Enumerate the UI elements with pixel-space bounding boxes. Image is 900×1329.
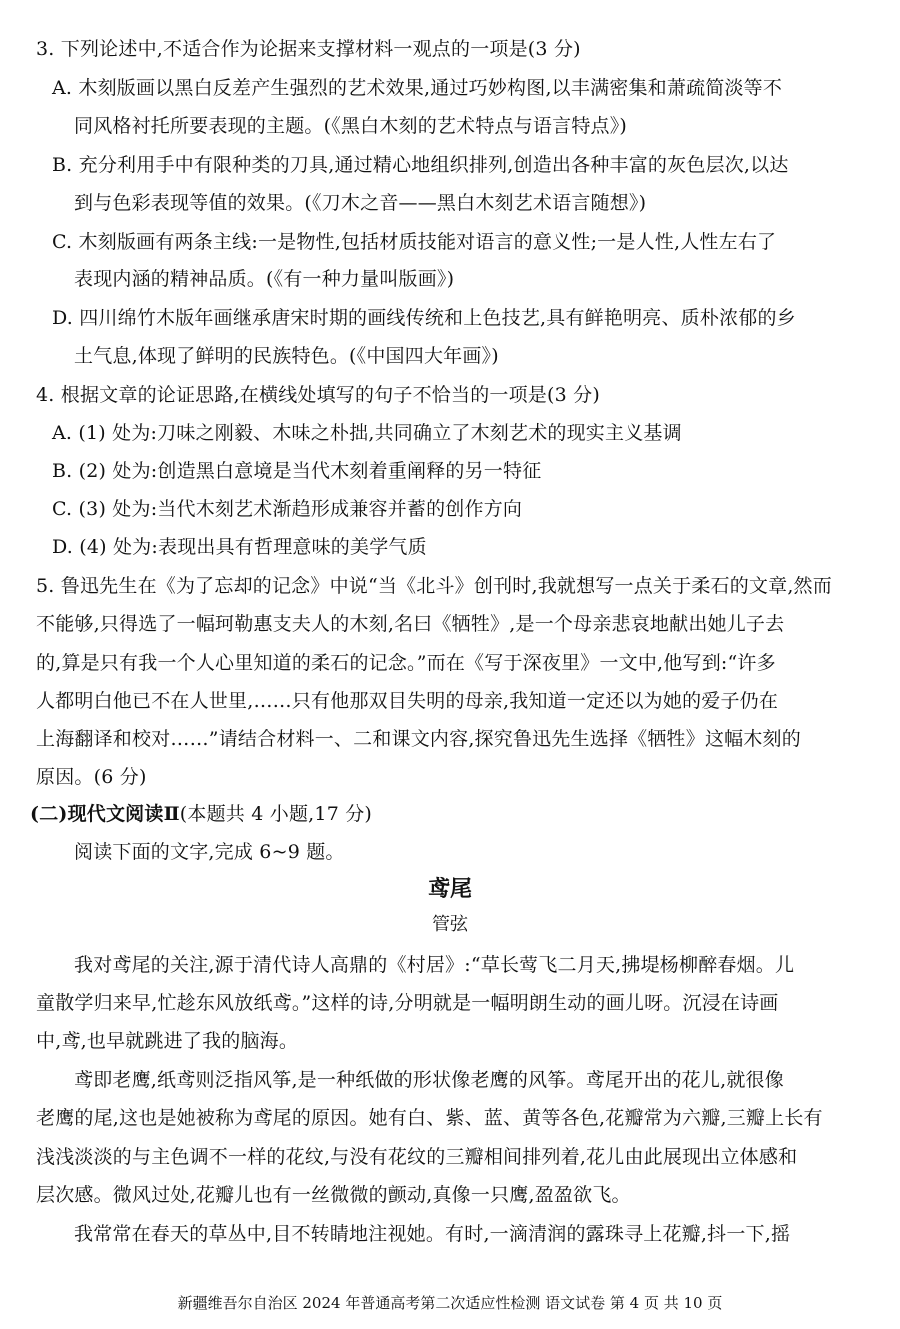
question-5-line4: 人都明白他已不在人世里,……只有他那双目失明的母亲,我知道一定还以为她的爱子仍在 — [36, 690, 779, 712]
question-5-line2: 不能够,只得选了一幅珂勒惠支夫人的木刻,名曰《牺牲》,是一个母亲悲哀地献出她儿子去 — [36, 613, 785, 635]
question-3-option-d-line1: D. 四川绵竹木版年画继承唐宋时期的画线传统和上色技艺,具有鲜艳明亮、质朴浓郁的乡 — [52, 307, 796, 329]
article-paragraph-1-line1: 我对鸢尾的关注,源于清代诗人高鼎的《村居》:“草长莺飞二月天,拂堤杨柳醉春烟。儿 — [74, 954, 795, 976]
question-5-line5: 上海翻译和校对……”请结合材料一、二和课文内容,探究鲁迅先生选择《牺牲》这幅木刻的 — [36, 728, 801, 750]
question-5-line3: 的,算是只有我一个人心里知道的柔石的记念。”而在《写于深夜里》一文中,他写到:“许多 — [36, 652, 776, 674]
article-paragraph-1-line2: 童散学归来早,忙趁东风放纸鸢。”这样的诗,分明就是一幅明朗生动的画儿呀。沉浸在诗画 — [36, 992, 779, 1014]
question-5-line1: 5. 鲁迅先生在《为了忘却的记念》中说“当《北斗》创刊时,我就想写一点关于柔石的文章,然而 — [36, 575, 832, 597]
question-3-option-d-line2: 土气息,体现了鲜明的民族特色。(《中国四大年画》) — [74, 345, 499, 367]
section-2-heading-note: (本题共 4 小题,17 分) — [179, 803, 373, 825]
article-paragraph-3-line1: 我常常在春天的草丛中,目不转睛地注视她。有时,一滴清润的露珠寻上花瓣,抖一下,摇 — [74, 1223, 791, 1245]
question-3-option-c-line2: 表现内涵的精神品质。(《有一种力量叫版画》) — [74, 268, 455, 290]
question-3-option-c-line1: C. 木刻版画有两条主线:一是物性,包括材质技能对语言的意义性;一是人性,人性左右了 — [52, 231, 777, 253]
section-2-heading — [30, 802, 372, 826]
question-3-option-a-line2: 同风格衬托所要表现的主题。(《黑白木刻的艺术特点与语言特点》) — [74, 115, 628, 137]
question-4-option-a: A. (1) 处为:刀味之刚毅、木味之朴拙,共同确立了木刻艺术的现实主义基调 — [52, 422, 682, 444]
section-2-instruction: 阅读下面的文字,完成 6~9 题。 — [74, 841, 345, 863]
question-3-option-b-line2: 到与色彩表现等值的效果。(《刀木之音——黑白木刻艺术语言随想》) — [74, 192, 647, 214]
article-paragraph-1-line3: 中,鸢,也早就跳进了我的脑海。 — [36, 1030, 299, 1052]
article-title: 鸢尾 — [427, 876, 472, 902]
article-author: 管弦 — [432, 914, 468, 935]
question-4-option-c: C. (3) 处为:当代木刻艺术渐趋形成兼容并蓄的创作方向 — [52, 498, 523, 520]
question-3-option-a-line1: A. 木刻版画以黑白反差产生强烈的艺术效果,通过巧妙构图,以丰满密集和萧疏简淡等不 — [52, 77, 783, 99]
section-2-heading-title: (二)现代文阅读Ⅱ — [30, 803, 180, 825]
question-3-stem: 3. 下列论述中,不适合作为论据来支撑材料一观点的一项是(3 分) — [36, 38, 581, 60]
question-4-stem: 4. 根据文章的论证思路,在横线处填写的句子不恰当的一项是(3 分) — [36, 384, 600, 406]
question-3-option-b-line1: B. 充分利用手中有限种类的刀具,通过精心地组织排列,创造出各种丰富的灰色层次,以达 — [52, 154, 789, 176]
article-paragraph-2-line2: 老鹰的尾,这也是她被称为鸢尾的原因。她有白、紫、蓝、黄等各色,花瓣常为六瓣,三瓣上长有 — [36, 1107, 823, 1129]
page-footer: 新疆维吾尔自治区 2024 年普通高考第二次适应性检测 语文试卷 第 4 页 共 10 页 — [177, 1294, 723, 1312]
question-5-line6: 原因。(6 分) — [36, 766, 147, 788]
question-4-option-d: D. (4) 处为:表现出具有哲理意味的美学气质 — [52, 536, 427, 558]
article-paragraph-2-line3: 浅浅淡淡的与主色调不一样的花纹,与没有花纹的三瓣相间排列着,花儿由此展现出立体感和 — [36, 1146, 798, 1168]
article-paragraph-2-line1: 鸢即老鹰,纸鸢则泛指风筝,是一种纸做的形状像老鹰的风筝。鸢尾开出的花儿,就很像 — [74, 1069, 784, 1091]
article-paragraph-2-line4: 层次感。微风过处,花瓣儿也有一丝微微的颤动,真像一只鹰,盈盈欲飞。 — [36, 1184, 631, 1206]
question-4-option-b: B. (2) 处为:创造黑白意境是当代木刻着重阐释的另一特征 — [52, 460, 542, 482]
